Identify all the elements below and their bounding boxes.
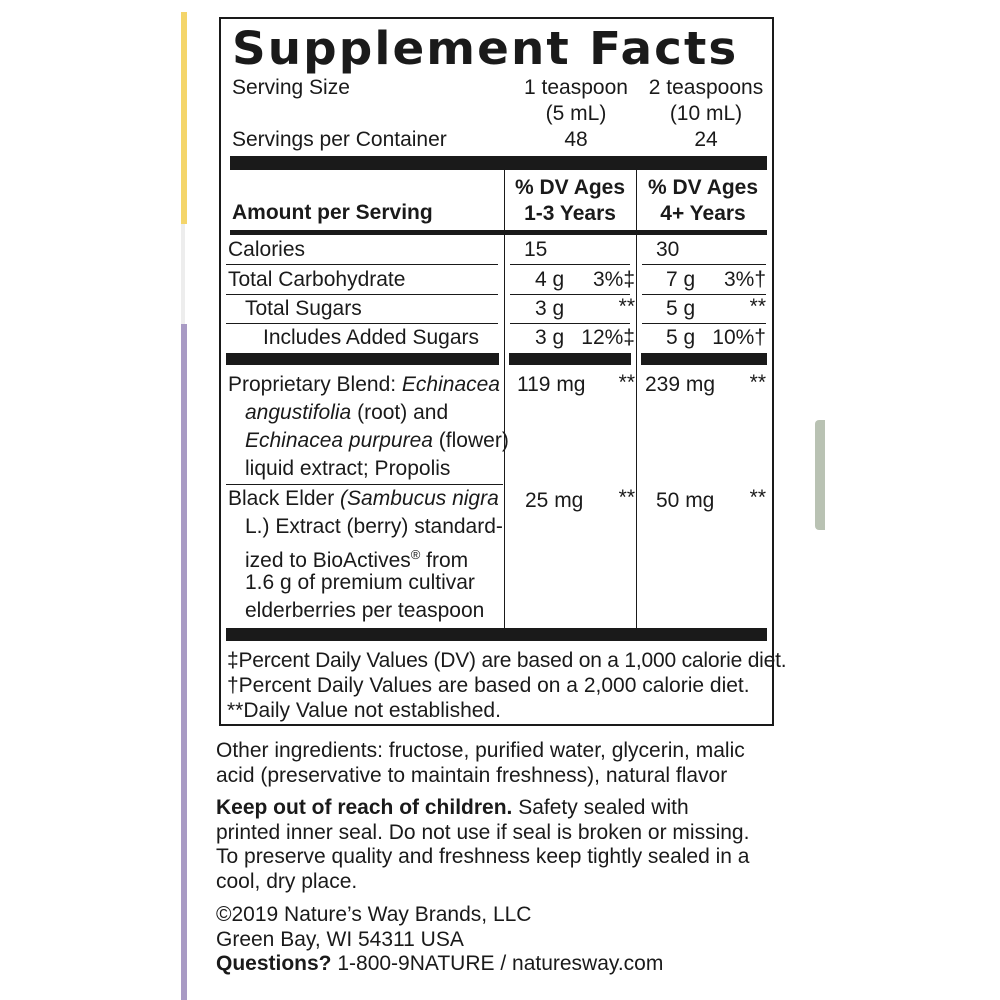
thick-rule	[226, 628, 767, 641]
row-divider	[226, 294, 498, 295]
carb-dv-col2: 3%†	[723, 268, 766, 291]
servings-col2: 24	[694, 128, 718, 151]
thick-rule	[230, 156, 767, 170]
elder-bioactives: ized to BioActives	[245, 549, 411, 572]
row-added-sugars: Includes Added Sugars	[263, 326, 479, 349]
dv-col2-header-ages: 4+ Years	[660, 202, 746, 225]
blend-genus: Echinacea	[401, 373, 500, 396]
warning-text: Safety sealed with	[512, 796, 689, 819]
blend-line-1	[228, 373, 500, 397]
row-divider	[510, 264, 630, 265]
other-ingredients-line-2: acid (preservative to maintain freshness), natural flavor	[216, 763, 728, 787]
blend-part-2: (flower)	[432, 429, 509, 452]
copyright: ©2019 Nature’s Way Brands, LLC	[216, 903, 532, 926]
warning-block	[216, 796, 749, 894]
sugars-amount-col1: 3 g	[535, 297, 565, 320]
added-sugars-amount-col1: 3 g	[535, 326, 565, 349]
elder-amount-col1: 25 mg	[525, 489, 584, 512]
added-sugars-dv-col1: 12%‡	[581, 326, 635, 349]
sugars-dv-col1: **	[618, 295, 635, 318]
warning-line-4: cool, dry place.	[216, 869, 358, 893]
elder-from: from	[420, 549, 469, 572]
dv-col1-header: % DV Ages	[514, 176, 626, 199]
medium-rule	[230, 230, 767, 235]
calories-amount-col1: 15	[524, 238, 548, 261]
servings-per-container-label: Servings per Container	[232, 128, 447, 151]
row-divider	[226, 323, 498, 324]
questions-label: Questions?	[216, 952, 332, 975]
package-edge-right	[815, 420, 825, 530]
amount-per-serving-header: Amount per Serving	[232, 201, 433, 224]
footnote-2000-calorie: †Percent Daily Values are based on a 2,000 calorie diet.	[227, 674, 750, 697]
other-ingredients-line-1: Other ingredients: fructose, purified water, glycerin, malic	[216, 739, 745, 762]
blend-species: angustifolia	[245, 401, 352, 424]
supplement-facts-panel	[219, 17, 787, 726]
thick-rule	[226, 353, 499, 365]
blend-line-2	[245, 401, 448, 425]
blend-label: Proprietary Blend:	[228, 373, 402, 396]
blend-dv-col1: **	[618, 371, 635, 394]
row-divider	[642, 294, 766, 295]
blend-species-2: Echinacea purpurea	[245, 429, 433, 452]
row-divider	[510, 323, 630, 324]
added-sugars-amount-col2: 5 g	[666, 326, 696, 349]
elder-dv-col2: **	[749, 486, 766, 509]
elder-line-5: elderberries per teaspoon	[245, 599, 485, 622]
dv-col1-header-ages: 1-3 Years	[524, 202, 616, 225]
elder-label: Black Elder	[228, 487, 341, 510]
thick-rule	[509, 353, 631, 365]
serving-size-label: Serving Size	[232, 76, 350, 99]
elder-line-3	[245, 543, 468, 573]
company-block	[216, 903, 663, 977]
blend-amount-col2: 239 mg	[645, 373, 716, 396]
elder-line-4: 1.6 g of premium cultivar	[245, 571, 475, 594]
warning-heading: Keep out of reach of children.	[216, 796, 513, 819]
column-divider	[636, 170, 637, 230]
serving-size-col1: 1 teaspoon	[524, 76, 628, 99]
warning-line-2: printed inner seal. Do not use if seal is broken or missing.	[216, 820, 750, 844]
row-divider	[226, 484, 503, 485]
column-divider	[504, 170, 505, 230]
row-divider	[642, 323, 766, 324]
package-edge-yellow	[181, 12, 187, 224]
blend-amount-col1: 119 mg	[517, 373, 586, 396]
sugars-dv-col2: **	[749, 295, 766, 318]
row-total-carbohydrate: Total Carbohydrate	[228, 268, 406, 291]
warning-line-3: To preserve quality and freshness keep tightly sealed in a	[216, 845, 750, 868]
elder-amount-col2: 50 mg	[656, 489, 715, 512]
carb-amount-col2: 7 g	[666, 268, 696, 291]
contact-line	[216, 952, 663, 977]
sugars-amount-col2: 5 g	[666, 297, 696, 320]
blend-line-3	[245, 429, 509, 453]
panel-title: Supplement Facts	[232, 22, 739, 75]
column-divider	[636, 235, 637, 633]
calories-amount-col2: 30	[656, 238, 680, 261]
company-address: Green Bay, WI 54311 USA	[216, 927, 464, 951]
carb-dv-col1: 3%‡	[592, 268, 635, 291]
elder-line-2: L.) Extract (berry) standard-	[245, 515, 503, 538]
row-divider	[642, 264, 766, 265]
row-calories: Calories	[228, 238, 306, 261]
thick-rule	[641, 353, 767, 365]
row-divider	[510, 294, 630, 295]
blend-part: (root) and	[351, 401, 449, 424]
warning-line-1	[216, 796, 749, 821]
blend-line-4: liquid extract; Propolis	[245, 457, 451, 480]
servings-col1: 48	[564, 128, 588, 151]
package-edge-purple	[181, 324, 187, 1000]
contact-info: 1-800-9NATURE / naturesway.com	[331, 952, 664, 975]
registered-mark: ®	[410, 547, 421, 562]
row-total-sugars: Total Sugars	[245, 297, 362, 320]
elder-latin: (Sambucus nigra	[340, 487, 499, 510]
other-ingredients	[216, 739, 745, 788]
blend-dv-col2: **	[749, 371, 766, 394]
row-divider	[226, 264, 498, 265]
dv-col2-header: % DV Ages	[647, 176, 759, 199]
serving-size-col2: 2 teaspoons	[648, 76, 764, 99]
serving-size-col1-ml: (5 mL)	[545, 102, 607, 125]
elder-line-1	[228, 487, 499, 511]
footnote-dv-not-established: **Daily Value not established.	[227, 699, 501, 722]
elder-dv-col1: **	[618, 486, 635, 509]
footnote-1000-calorie: ‡Percent Daily Values (DV) are based on a 1,000 calorie diet.	[227, 649, 787, 672]
serving-size-col2-ml: (10 mL)	[669, 102, 743, 125]
carb-amount-col1: 4 g	[535, 268, 565, 291]
added-sugars-dv-col2: 10%†	[712, 326, 766, 349]
package-edge-gray	[181, 224, 185, 324]
